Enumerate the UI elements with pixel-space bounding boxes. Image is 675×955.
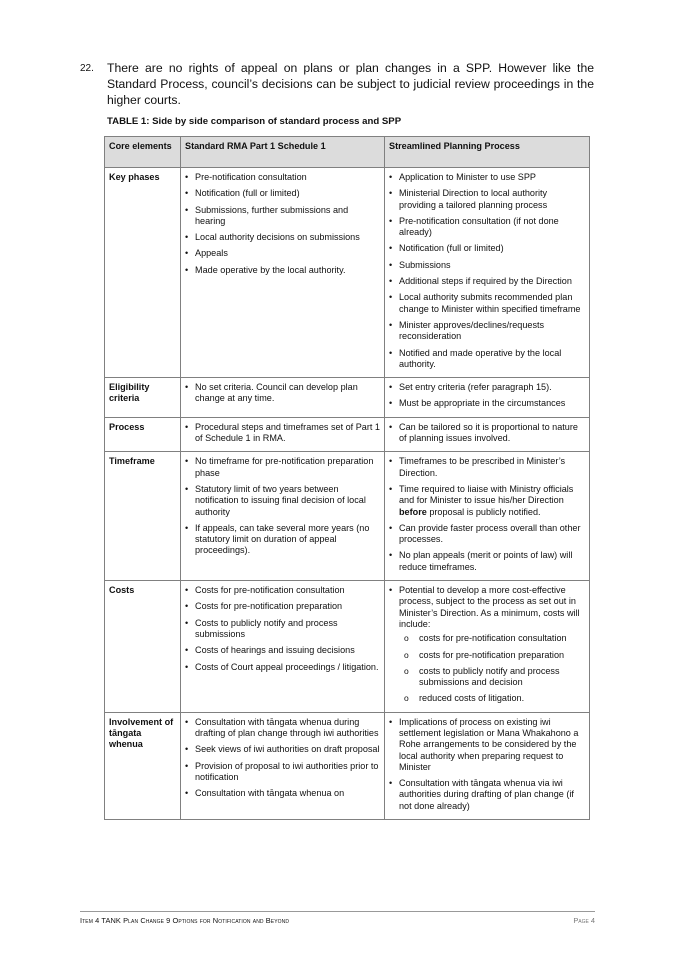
list-item: • Procedural steps and timeframes set of Part 1 of Schedule 1 in RMA. [185, 422, 380, 445]
list-item [389, 585, 585, 705]
paragraph-number: 22. [80, 63, 94, 74]
row-label: Costs [105, 581, 181, 713]
footer-document-title: Item 4 TANK Plan Change 9 Options for Notification and Beyond [80, 916, 290, 925]
list-item: • Implications of process on existing iwi settlement legislation or Mana Whakahono a Rohe arrangements to be considered by the local authority when preparing request to Minister [389, 717, 585, 773]
list-item: • Additional steps if required by the Direction [389, 276, 585, 287]
list-item: • Consultation with tāngata whenua via iwi authorities during drafting of plan change (if not done already) [389, 778, 585, 812]
list-item: • Ministerial Direction to local authority providing a tailored planning process [389, 188, 585, 211]
row-label: Process [105, 417, 181, 452]
list-item: • Can be tailored so it is proportional to nature of planning issues involved. [389, 422, 585, 445]
list-item: • Set entry criteria (refer paragraph 15). [389, 382, 585, 393]
spp-cell [385, 378, 590, 418]
list-item: • Notified and made operative by the local authority. [389, 348, 585, 371]
list-item: • Local authority submits recommended plan change to Minister within specified timeframe [389, 292, 585, 315]
row-label: Eligibility criteria [105, 378, 181, 418]
header-standard-process: Standard RMA Part 1 Schedule 1 [181, 137, 385, 168]
table-header-row [105, 137, 590, 168]
list-item: • Timeframes to be prescribed in Minister’s Direction. [389, 456, 585, 479]
standard-cell [181, 452, 385, 581]
sub-list-item: o costs to publicly notify and process submissions and decision [399, 666, 585, 689]
list-item: • Can provide faster process overall than other processes. [389, 523, 585, 546]
paragraph-text: There are no rights of appeal on plans or plan changes in a SPP. However like the Standard Process, council’s decisions can be subject to judicial review proceedings in the higher courts. [107, 61, 594, 107]
standard-cell [181, 168, 385, 378]
row-label: Key phases [105, 168, 181, 378]
table-row-key-phases [105, 168, 590, 378]
spp-cell [385, 417, 590, 452]
sub-list-item: o costs for pre-notification consultation [399, 633, 585, 644]
list-item: • Submissions [389, 260, 585, 271]
list-item: • Costs for pre-notification consultation [185, 585, 380, 596]
list-item: • Made operative by the local authority. [185, 265, 380, 276]
row-label: Involvement of tāngata whenua [105, 712, 181, 819]
list-item: • Provision of proposal to iwi authorities prior to notification [185, 761, 380, 784]
list-item: • Submissions, further submissions and hearing [185, 205, 380, 228]
standard-cell [181, 712, 385, 819]
sub-list-item: o costs for pre-notification preparation [399, 650, 585, 661]
footer-divider [80, 911, 595, 912]
list-item: • No plan appeals (merit or points of law) will reduce timeframes. [389, 550, 585, 573]
list-item: • Costs for pre-notification preparation [185, 601, 380, 612]
standard-cell [181, 378, 385, 418]
list-item: • Costs of Court appeal proceedings / litigation. [185, 662, 380, 673]
standard-cell [181, 417, 385, 452]
list-item: • Consultation with tāngata whenua on [185, 788, 380, 799]
sub-list [399, 633, 585, 704]
list-item [389, 484, 585, 518]
spp-cell [385, 452, 590, 581]
table-row-involvement [105, 712, 590, 819]
list-item: • Costs to publicly notify and process submissions [185, 618, 380, 641]
header-spp: Streamlined Planning Process [385, 137, 590, 168]
list-item: • No timeframe for pre-notification preparation phase [185, 456, 380, 479]
paragraph-22 [80, 60, 594, 108]
list-item: • If appeals, can take several more years (no statutory limit on duration of appeal proceedings). [185, 523, 380, 557]
spp-cell [385, 581, 590, 713]
list-item: • Consultation with tāngata whenua during drafting of plan change through iwi authorities [185, 717, 380, 740]
table-row-eligibility [105, 378, 590, 418]
list-item: • Costs of hearings and issuing decisions [185, 645, 380, 656]
list-item: • Minister approves/declines/requests reconsideration [389, 320, 585, 343]
list-item: • Notification (full or limited) [389, 243, 585, 254]
list-item: • Must be appropriate in the circumstances [389, 398, 585, 409]
list-item: • Pre-notification consultation (if not done already) [389, 216, 585, 239]
header-core-elements: Core elements [105, 137, 181, 168]
table-caption: TABLE 1: Side by side comparison of standard process and SPP [107, 116, 402, 127]
emphasis-before: before [399, 506, 427, 517]
list-item: • No set criteria. Council can develop plan change at any time. [185, 382, 380, 405]
table-row-costs [105, 581, 590, 713]
sub-list-item: o reduced costs of litigation. [399, 693, 585, 704]
list-item: • Statutory limit of two years between notification to issuing final decision of local authority [185, 484, 380, 518]
comparison-table [104, 136, 590, 820]
text-run: Time required to liaise with Ministry officials and for Minister to issue his/her Direction [399, 483, 574, 506]
footer-page-number: Page 4 [573, 916, 595, 925]
list-item: • Notification (full or limited) [185, 188, 380, 199]
list-item: • Pre-notification consultation [185, 172, 380, 183]
list-item: • Local authority decisions on submissions [185, 232, 380, 243]
standard-cell [181, 581, 385, 713]
spp-cell [385, 168, 590, 378]
list-item: • Seek views of iwi authorities on draft proposal [185, 744, 380, 755]
table-row-process [105, 417, 590, 452]
list-item: • Application to Minister to use SPP [389, 172, 585, 183]
spp-cell [385, 712, 590, 819]
list-item: • Appeals [185, 248, 380, 259]
table-row-timeframe [105, 452, 590, 581]
text-run: proposal is publicly notified. [426, 506, 541, 517]
costs-intro: Potential to develop a more cost-effective process, subject to the process as set out in Minister’s Direction. As a minimum, costs will include: [399, 585, 580, 629]
row-label: Timeframe [105, 452, 181, 581]
